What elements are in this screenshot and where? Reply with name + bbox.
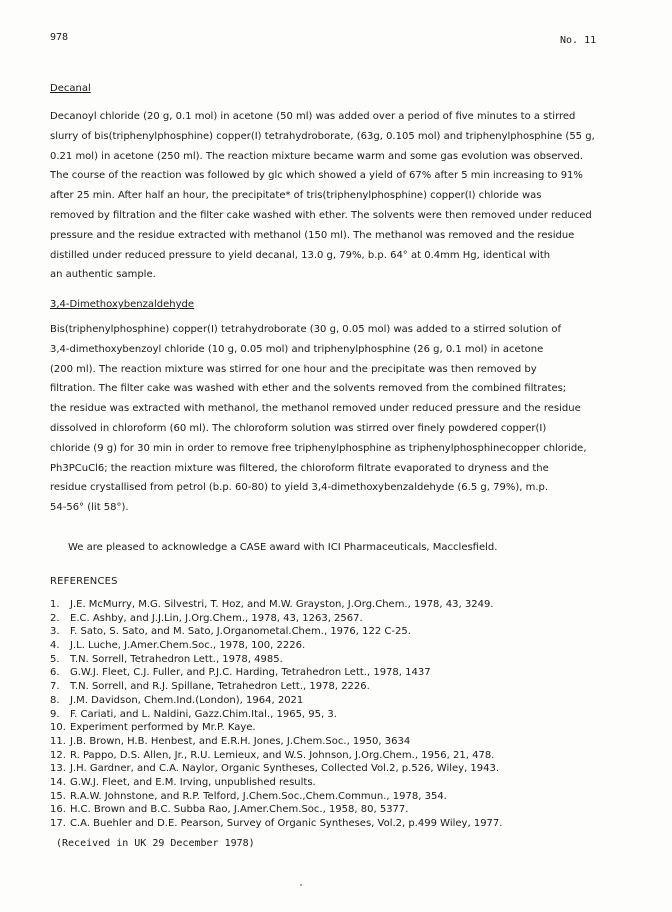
reference-item <box>50 721 502 735</box>
text-line: Decanoyl chloride (20 g, 0.1 mol) in acetone (50 ml) was added over a period of five minutes to a stirred <box>50 111 576 122</box>
reference-number: 13. <box>50 763 66 775</box>
reference-item <box>50 612 502 626</box>
reference-number: 11. <box>50 735 66 747</box>
reference-text: R.A.W. Johnstone, and R.P. Telford, J.Chem.Soc.,Chem.Commun., 1978, 354. <box>70 790 447 802</box>
reference-number: 7. <box>50 681 60 693</box>
reference-item <box>50 817 502 831</box>
reference-text: T.N. Sorrell, and R.J. Spillane, Tetrahedron Lett., 1978, 2226. <box>70 681 370 693</box>
text-line: Bis(triphenylphosphine) copper(I) tetrahydroborate (30 g, 0.05 mol) was added to a stirred solution of <box>50 324 562 335</box>
text-line: Ph3PCuCl6; the reaction mixture was filtered, the chloroform filtrate evaporated to dryness and the <box>50 462 549 474</box>
decanal-paragraph <box>50 107 630 285</box>
reference-number: 14. <box>50 776 66 788</box>
text-line: an authentic sample. <box>50 269 156 281</box>
reference-item <box>50 666 502 680</box>
section-heading-dimethoxybenzaldehyde: 3,4-Dimethoxybenzaldehyde <box>50 299 195 310</box>
reference-item <box>50 749 502 763</box>
reference-item <box>50 680 502 694</box>
reference-text: T.N. Sorrell, Tetrahedron Lett., 1978, 4985. <box>70 653 283 665</box>
reference-item <box>50 694 502 708</box>
reference-item <box>50 625 502 639</box>
received-date: (Received in UK 29 December 1978) <box>56 838 255 849</box>
reference-text: J.B. Brown, H.B. Henbest, and E.R.H. Jones, J.Chem.Soc., 1950, 3634 <box>70 735 411 747</box>
references-heading: REFERENCES <box>50 576 118 587</box>
page-speck <box>300 884 302 886</box>
text-line: distilled under reduced pressure to yield decanal, 13.0 g, 79%, b.p. 64° at 0.4mm Hg, identical with <box>50 249 551 261</box>
reference-item <box>50 708 502 722</box>
reference-item <box>50 776 502 790</box>
reference-text: C.A. Buehler and D.E. Pearson, Survey of Organic Syntheses, Vol.2, p.499 Wiley, 1977. <box>70 818 503 829</box>
reference-item <box>50 598 502 612</box>
reference-number: 10. <box>50 722 66 734</box>
text-line: 3,4-dimethoxybenzoyl chloride (10 g, 0.05 mol) and triphenylphosphine (26 g, 0.1 mol) in acetone <box>50 343 544 355</box>
text-line: after 25 min. After half an hour, the precipitate* of tris(triphenylphosphine) copper(I) chloride was <box>50 190 542 202</box>
text-line: 54-56° (lit 58°). <box>50 502 129 514</box>
reference-number: 2. <box>50 612 60 624</box>
reference-text: F. Sato, S. Sato, and M. Sato, J.Organometal.Chem., 1976, 122 C-25. <box>70 626 411 638</box>
reference-number: 12. <box>50 749 66 761</box>
reference-number: 3. <box>50 626 60 638</box>
text-line: The course of the reaction was followed by glc which showed a yield of 67% after 5 min increasing to 91% <box>50 170 583 182</box>
text-line: 0.21 mol) in acetone (250 ml). The reaction mixture became warm and some gas evolution was observed. <box>50 150 584 162</box>
reference-text: J.H. Gardner, and C.A. Naylor, Organic Syntheses, Collected Vol.2, p.526, Wiley, 1943. <box>70 763 500 775</box>
reference-text: J.L. Luche, J.Amer.Chem.Soc., 1978, 100, 2226. <box>70 640 306 652</box>
text-line: pressure and the residue extracted with methanol (150 ml). The methanol was removed and the residue <box>50 229 575 241</box>
reference-number: 16. <box>50 804 66 816</box>
dimethoxybenzaldehyde-paragraph <box>50 320 630 518</box>
text-line: filtration. The filter cake was washed with ether and the solvents removed from the combined filtrates; <box>50 383 567 395</box>
reference-item <box>50 762 502 776</box>
issue-number: No. 11 <box>560 35 597 46</box>
text-line: slurry of bis(triphenylphosphine) copper(I) tetrahydroborate, (63g, 0.105 mol) and triphenylphosphine (55 g, <box>50 130 595 142</box>
reference-text: R. Pappo, D.S. Allen, Jr., R.U. Lemieux, and W.S. Johnson, J.Org.Chem., 1956, 21, 478. <box>70 749 495 761</box>
text-line: residue crystallised from petrol (b.p. 60-80) to yield 3,4-dimethoxybenzaldehyde (6.5 g, 79%), m.p. <box>50 482 549 494</box>
reference-number: 15. <box>50 790 66 802</box>
reference-text: J.E. McMurry, M.G. Silvestri, T. Hoz, and M.W. Grayston, J.Org.Chem., 1978, 43, 3249. <box>70 599 494 610</box>
reference-text: J.M. Davidson, Chem.Ind.(London), 1964, 2021 <box>70 694 304 706</box>
reference-number: 5. <box>50 653 60 665</box>
reference-text: G.W.J. Fleet, C.J. Fuller, and P.J.C. Harding, Tetrahedron Lett., 1978, 1437 <box>70 667 431 679</box>
reference-item <box>50 653 502 667</box>
reference-number: 1. <box>50 599 60 610</box>
section-heading-decanal: Decanal <box>50 83 91 94</box>
reference-text: H.C. Brown and B.C. Subba Rao, J.Amer.Chem.Soc., 1958, 80, 5377. <box>70 804 409 816</box>
reference-number: 8. <box>50 694 60 706</box>
reference-item <box>50 639 502 653</box>
reference-number: 6. <box>50 667 60 679</box>
reference-number: 17. <box>50 818 66 829</box>
text-line: removed by filtration and the filter cake washed with ether. The solvents were then removed under reduced <box>50 209 592 221</box>
text-line: (200 ml). The reaction mixture was stirred for one hour and the precipitate was then removed by <box>50 363 537 375</box>
reference-item <box>50 735 502 749</box>
text-line: dissolved in chloroform (60 ml). The chloroform solution was stirred over finely powdered copper(I) <box>50 422 547 434</box>
text-line: the residue was extracted with methanol, the methanol removed under reduced pressure and the residue <box>50 403 581 415</box>
reference-number: 4. <box>50 640 60 652</box>
reference-item <box>50 803 502 817</box>
acknowledgement: We are pleased to acknowledge a CASE award with ICI Pharmaceuticals, Macclesfield. <box>68 542 498 553</box>
reference-text: E.C. Ashby, and J.J.Lin, J.Org.Chem., 1978, 43, 1263, 2567. <box>70 612 363 624</box>
text-line: chloride (9 g) for 30 min in order to remove free triphenylphosphine as triphenylphosphinecopper chloride, <box>50 442 587 454</box>
page-number: 978 <box>50 32 69 43</box>
references-list <box>50 598 502 831</box>
reference-text: F. Cariati, and L. Naldini, Gazz.Chim.Ital., 1965, 95, 3. <box>70 708 337 720</box>
reference-text: Experiment performed by Mr.P. Kaye. <box>70 722 256 734</box>
reference-text: G.W.J. Fleet, and E.M. Irving, unpublished results. <box>70 776 316 788</box>
reference-item <box>50 790 502 804</box>
reference-number: 9. <box>50 708 60 720</box>
